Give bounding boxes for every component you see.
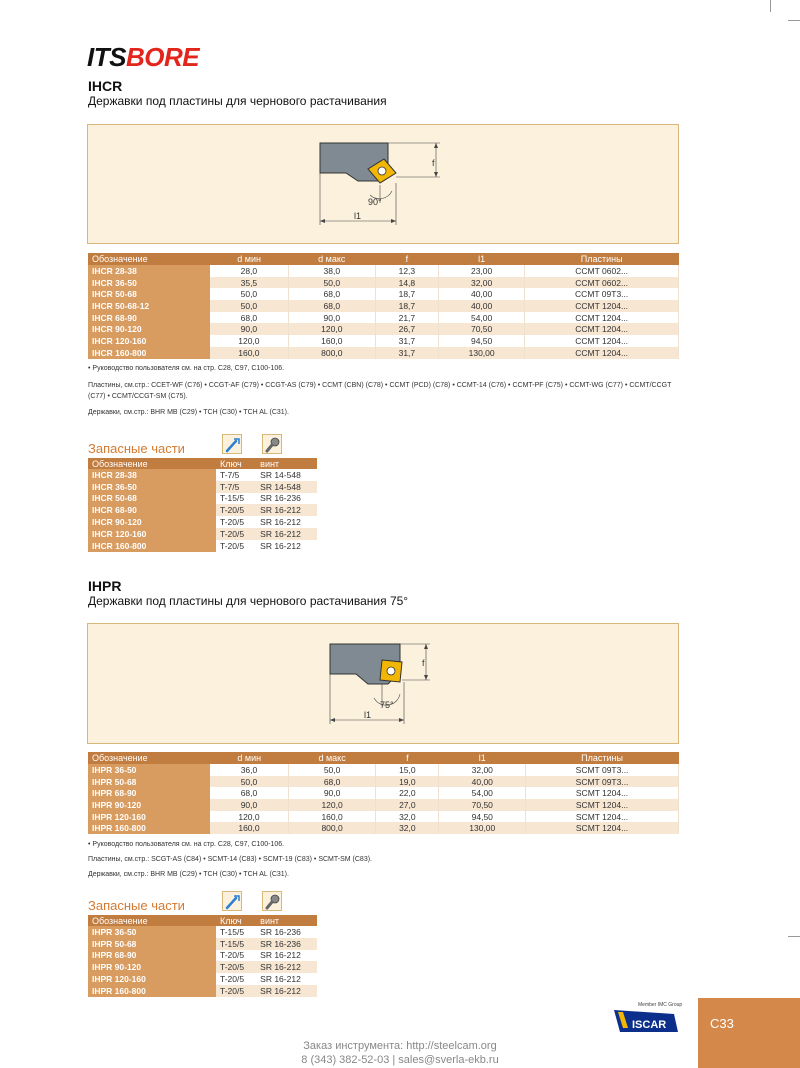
ihcr-dim-angle: 90°	[368, 197, 382, 207]
table-header-row	[88, 458, 317, 469]
table-row: IHCR 28-38 28,0 38,0 12,3 23,00 CCMT 0602...	[88, 265, 679, 277]
section-subtitle-ihpr: Державки под пластины для чернового растачивания 75°	[88, 594, 409, 608]
table-row: IHPR 160-800 160,0 800,0 32,0 130,00 SCMT 1204...	[88, 822, 679, 834]
col-d-max: d макс	[288, 253, 375, 265]
table-header-row	[88, 253, 679, 265]
iscar-logo-text: ISCAR	[632, 1019, 667, 1031]
table-row: IHPR 50-68 T-15/5 SR 16-236	[88, 938, 317, 950]
table-row: IHCR 120-160 T-20/5 SR 16-212	[88, 528, 317, 540]
table-row: IHCR 90-120 T-20/5 SR 16-212	[88, 516, 317, 528]
section-title-ihcr: IHCR	[88, 78, 123, 94]
footer-order-line: Заказ инструмента: http://steelcam.org	[303, 1040, 497, 1052]
table-row: IHCR 68-90 68,0 90,0 21,7 54,00 CCMT 1204...	[88, 312, 679, 324]
table-row: IHCR 50-68-12 50,0 68,0 18,7 40,00 CCMT 1204...	[88, 300, 679, 312]
col-designation: Обозначение	[88, 458, 216, 469]
table-row: IHPR 68-90 68,0 90,0 22,0 54,00 SCMT 1204...	[88, 787, 679, 799]
table-header-row	[88, 915, 317, 926]
col-screw: винт	[256, 458, 317, 469]
ihpr-dim-f: f	[422, 658, 425, 668]
table-row: IHCR 50-68 T-15/5 SR 16-236	[88, 493, 317, 505]
col-d-min: d мин	[210, 253, 288, 265]
table-row: IHPR 36-50 T-15/5 SR 16-236	[88, 926, 317, 938]
ihcr-dim-f: f	[432, 158, 435, 168]
crop-mark	[788, 936, 800, 937]
table-row: IHCR 90-120 90,0 120,0 26,7 70,50 CCMT 1204...	[88, 323, 679, 335]
table-header-row	[88, 752, 679, 764]
ihcr-diagram	[87, 124, 679, 244]
section-subtitle-ihcr: Державки под пластины для чернового растачивания	[88, 94, 387, 108]
table-row: IHCR 160-800 160,0 800,0 31,7 130,00 CCMT 1204...	[88, 347, 679, 359]
col-designation: Обозначение	[88, 253, 210, 265]
col-key: Ключ	[216, 458, 256, 469]
crop-mark	[770, 0, 771, 12]
ihpr-spec-table	[88, 752, 679, 834]
ihcr-note-inserts: Пластины, см.стр.: CCET-WF (C76) • CCGT-AF (C79) • CCGT-AS (C79) • CCMT (CBN) (C78) • CCMT (PCD) (C78) • CCMT-14 (C76) • CCMT-PF (C75) • CCMT-WG (C77) • CCMT/CCGT (C77) • CCMT/CCGT-SM (C75).	[88, 382, 672, 400]
crop-mark	[788, 20, 800, 21]
ihpr-spare-table	[88, 915, 317, 997]
col-l1: l1	[438, 253, 524, 265]
table-row: IHPR 90-120 90,0 120,0 27,0 70,50 SCMT 1204...	[88, 799, 679, 811]
ihcr-spec-table	[88, 253, 679, 359]
col-f: f	[375, 253, 438, 265]
imc-member-text: Member IMC Group	[638, 1002, 683, 1008]
ihpr-note-guide: • Руководство пользователя см. на стр. C28, C97, C100-106.	[88, 841, 285, 848]
col-inserts: Пластины	[526, 752, 679, 764]
col-f: f	[376, 752, 439, 764]
table-row: IHPR 36-50 36,0 50,0 15,0 32,00 SCMT 09T3...	[88, 764, 679, 776]
ihpr-diagram	[87, 623, 679, 744]
col-designation: Обозначение	[88, 915, 216, 926]
ihpr-dim-l1: l1	[364, 710, 372, 720]
key-icon	[222, 891, 242, 911]
table-row: IHCR 36-50 35,5 50,0 14,8 32,00 CCMT 0602...	[88, 277, 679, 289]
section-title-ihpr: IHPR	[88, 578, 122, 594]
col-d-min: d мин	[210, 752, 288, 764]
ihpr-tool-drawing	[88, 624, 680, 745]
table-row: IHPR 160-800 T-20/5 SR 16-212	[88, 985, 317, 997]
col-inserts: Пластины	[525, 253, 679, 265]
table-row: IHPR 120-160 120,0 160,0 32,0 94,50 SCMT 1204...	[88, 811, 679, 823]
iscar-logo	[612, 1002, 683, 1034]
col-designation: Обозначение	[88, 752, 210, 764]
col-key: Ключ	[216, 915, 256, 926]
table-row: IHPR 50-68 50,0 68,0 19,0 40,00 SCMT 09T3...	[88, 776, 679, 788]
ihcr-dim-l1: l1	[354, 211, 362, 221]
screw-icon	[262, 891, 282, 911]
footer-contact-line: 8 (343) 382-52-03 | sales@sverla-ekb.ru	[301, 1054, 499, 1066]
ihpr-dim-angle: 75°	[380, 700, 394, 710]
table-row: IHPR 120-160 T-20/5 SR 16-212	[88, 973, 317, 985]
table-row: IHCR 160-800 T-20/5 SR 16-212	[88, 540, 317, 552]
ihcr-spare-title: Запасные части	[88, 441, 185, 456]
table-row: IHCR 36-50 T-7/5 SR 14-548	[88, 481, 317, 493]
table-row: IHPR 90-120 T-20/5 SR 16-212	[88, 961, 317, 973]
key-icon	[222, 434, 242, 454]
ihcr-note-guide: • Руководство пользователя см. на стр. C28, C97, C100-106.	[88, 365, 285, 372]
table-row: IHCR 120-160 120,0 160,0 31,7 94,50 CCMT 1204...	[88, 335, 679, 347]
ihpr-spare-title: Запасные части	[88, 898, 185, 913]
table-row: IHPR 68-90 T-20/5 SR 16-212	[88, 950, 317, 962]
col-d-max: d макс	[288, 752, 375, 764]
table-row: IHCR 28-38 T-7/5 SR 14-548	[88, 469, 317, 481]
screw-icon	[262, 434, 282, 454]
itsbore-logo: ITSBORE	[87, 42, 200, 72]
ihpr-note-inserts: Пластины, см.стр.: SCGT-AS (C84) • SCMT-14 (C83) • SCMT-19 (C83) • SCMT-SM (C83).	[88, 856, 372, 863]
ihcr-note-holders: Державки, см.стр.: BHR MB (C29) • TCH (C30) • TCH AL (C31).	[88, 409, 289, 416]
page-number: C33	[710, 1016, 734, 1031]
ihcr-tool-drawing	[88, 125, 680, 245]
col-l1: l1	[439, 752, 526, 764]
table-row: IHCR 50-68 50,0 68,0 18,7 40,00 CCMT 09T3...	[88, 288, 679, 300]
ihcr-spare-table	[88, 458, 317, 552]
col-screw: винт	[256, 915, 317, 926]
table-row: IHCR 68-90 T-20/5 SR 16-212	[88, 504, 317, 516]
ihpr-note-holders: Державки, см.стр.: BHR MB (C29) • TCH (C30) • TCH AL (C31).	[88, 871, 289, 878]
